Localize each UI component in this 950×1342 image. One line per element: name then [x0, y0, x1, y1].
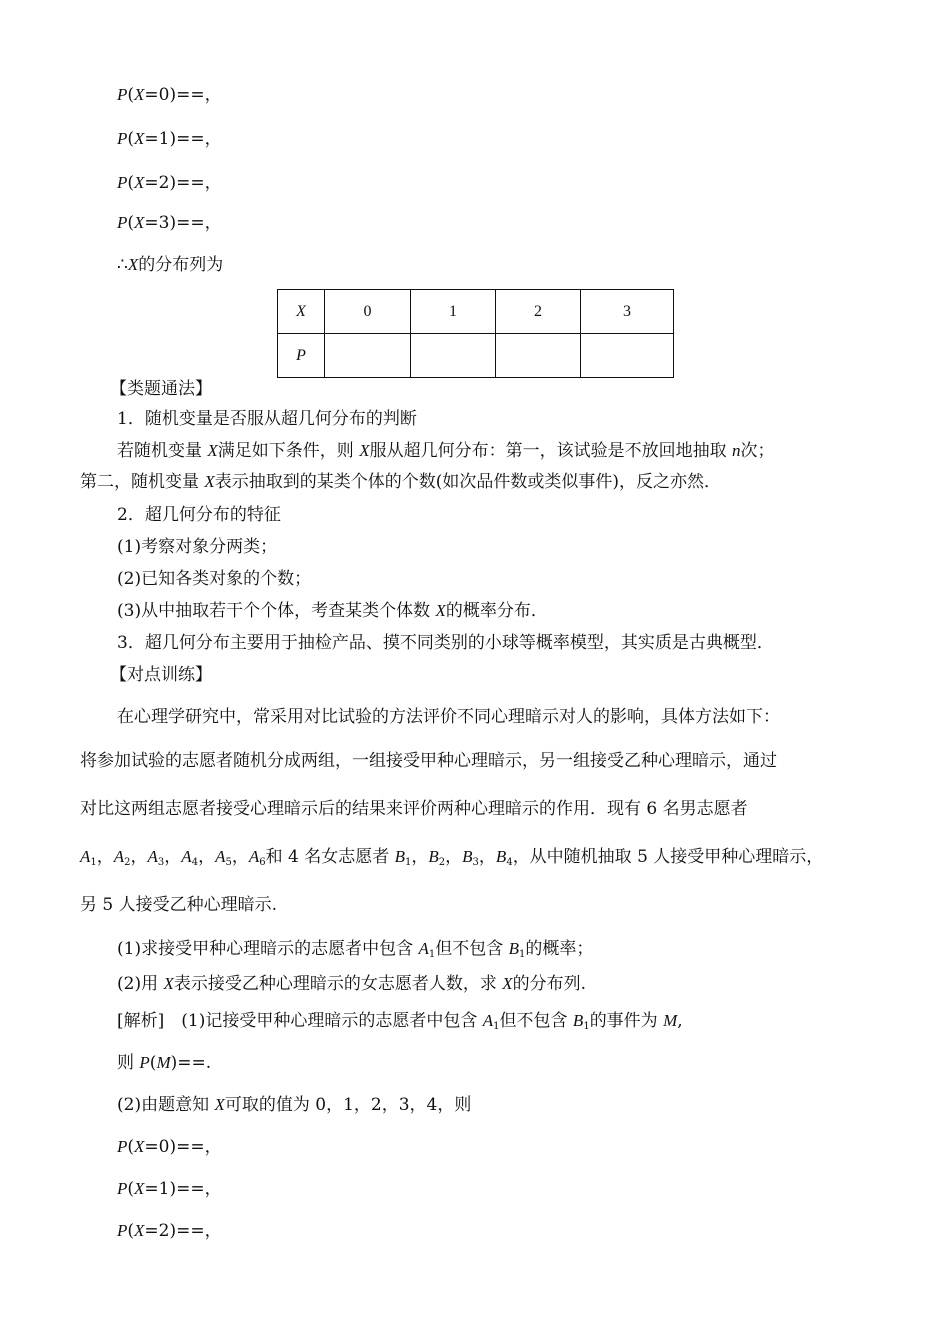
question-2: (2)用 X表示接受乙种心理暗示的女志愿者人数，求 X的分布列.	[117, 974, 587, 994]
training-para-line4: $A_1$，$A_2$，$A_3$，$A_4$，$A_5$，$A_6$和 4 名女志愿者 $B_1$，$B_2$，$B_3$，$B_4$，从中随机抽取 5 人接受甲种心理暗示，	[80, 847, 824, 868]
distribution-intro: ∴X的分布列为	[117, 255, 224, 275]
table-cell	[496, 334, 581, 378]
method-item-1-title: 1．随机变量是否服从超几何分布的判断	[117, 409, 417, 429]
method-item-3: 3．超几何分布主要用于抽检产品、摸不同类别的小球等概率模型，其实质是古典概型．	[117, 633, 774, 653]
solution-line1: [解析] (1)记接受甲种心理暗示的志愿者中包含 $A_1$但不包含 $B_1$的事件为 M,	[117, 1011, 683, 1032]
question-1: (1)求接受甲种心理暗示的志愿者中包含 $A_1$但不包含 $B_1$的概率；	[117, 939, 594, 960]
method-item-1-line2: 第二，随机变量 X表示抽取到的某类个体的个数(如次品件数或类似事件)，反之亦然．	[80, 472, 722, 492]
prob-line-x2: P(X=2)==，	[117, 173, 222, 193]
training-para-line3: 对比这两组志愿者接受心理暗示后的结果来评价两种心理暗示的作用．现有 6 名男志愿者	[80, 799, 748, 819]
method-item-2-3: (3)从中抽取若干个个体，考查某类个体数 X的概率分布．	[117, 601, 548, 621]
solution-prob-x1: P(X=1)==，	[117, 1179, 222, 1199]
method-item-2-2: (2)已知各类对象的个数；	[117, 569, 312, 589]
solution-prob-x2: P(X=2)==，	[117, 1221, 222, 1241]
method-heading: 【类题通法】	[110, 379, 212, 399]
table-cell	[581, 334, 674, 378]
solution-prob-x0: P(X=0)==，	[117, 1137, 222, 1157]
training-heading: 【对点训练】	[110, 665, 212, 685]
table-cell	[325, 334, 411, 378]
table-row	[278, 290, 674, 334]
training-para-line2: 将参加试验的志愿者随机分成两组，一组接受甲种心理暗示，另一组接受乙种心理暗示，通过	[80, 751, 777, 771]
table-cell: 1	[411, 290, 496, 334]
method-item-2-title: 2．超几何分布的特征	[117, 505, 281, 525]
table-row	[278, 334, 674, 378]
prob-line-x3: P(X=3)==，	[117, 213, 222, 233]
table-cell	[411, 334, 496, 378]
method-item-1-line1: 若随机变量 X满足如下条件，则 X服从超几何分布：第一，该试验是不放回地抽取 n次；	[117, 441, 775, 461]
method-item-2-1: (1)考察对象分两类；	[117, 537, 278, 557]
table-cell: 3	[581, 290, 674, 334]
prob-line-x1: P(X=1)==，	[117, 129, 222, 149]
training-para-line1: 在心理学研究中，常采用对比试验的方法评价不同心理暗示对人的影响，具体方法如下：	[117, 707, 780, 727]
table-cell: X	[278, 290, 325, 334]
training-para-line5: 另 5 人接受乙种心理暗示.	[80, 895, 278, 915]
solution-line3: (2)由题意知 X可取的值为 0，1，2，3，4，则	[117, 1095, 472, 1115]
table-cell: 0	[325, 290, 411, 334]
distribution-table	[277, 289, 674, 378]
solution-line2: 则 P(M)==.	[117, 1053, 212, 1073]
prob-line-x0: P(X=0)==，	[117, 85, 222, 105]
table-cell: P	[278, 334, 325, 378]
table-cell: 2	[496, 290, 581, 334]
